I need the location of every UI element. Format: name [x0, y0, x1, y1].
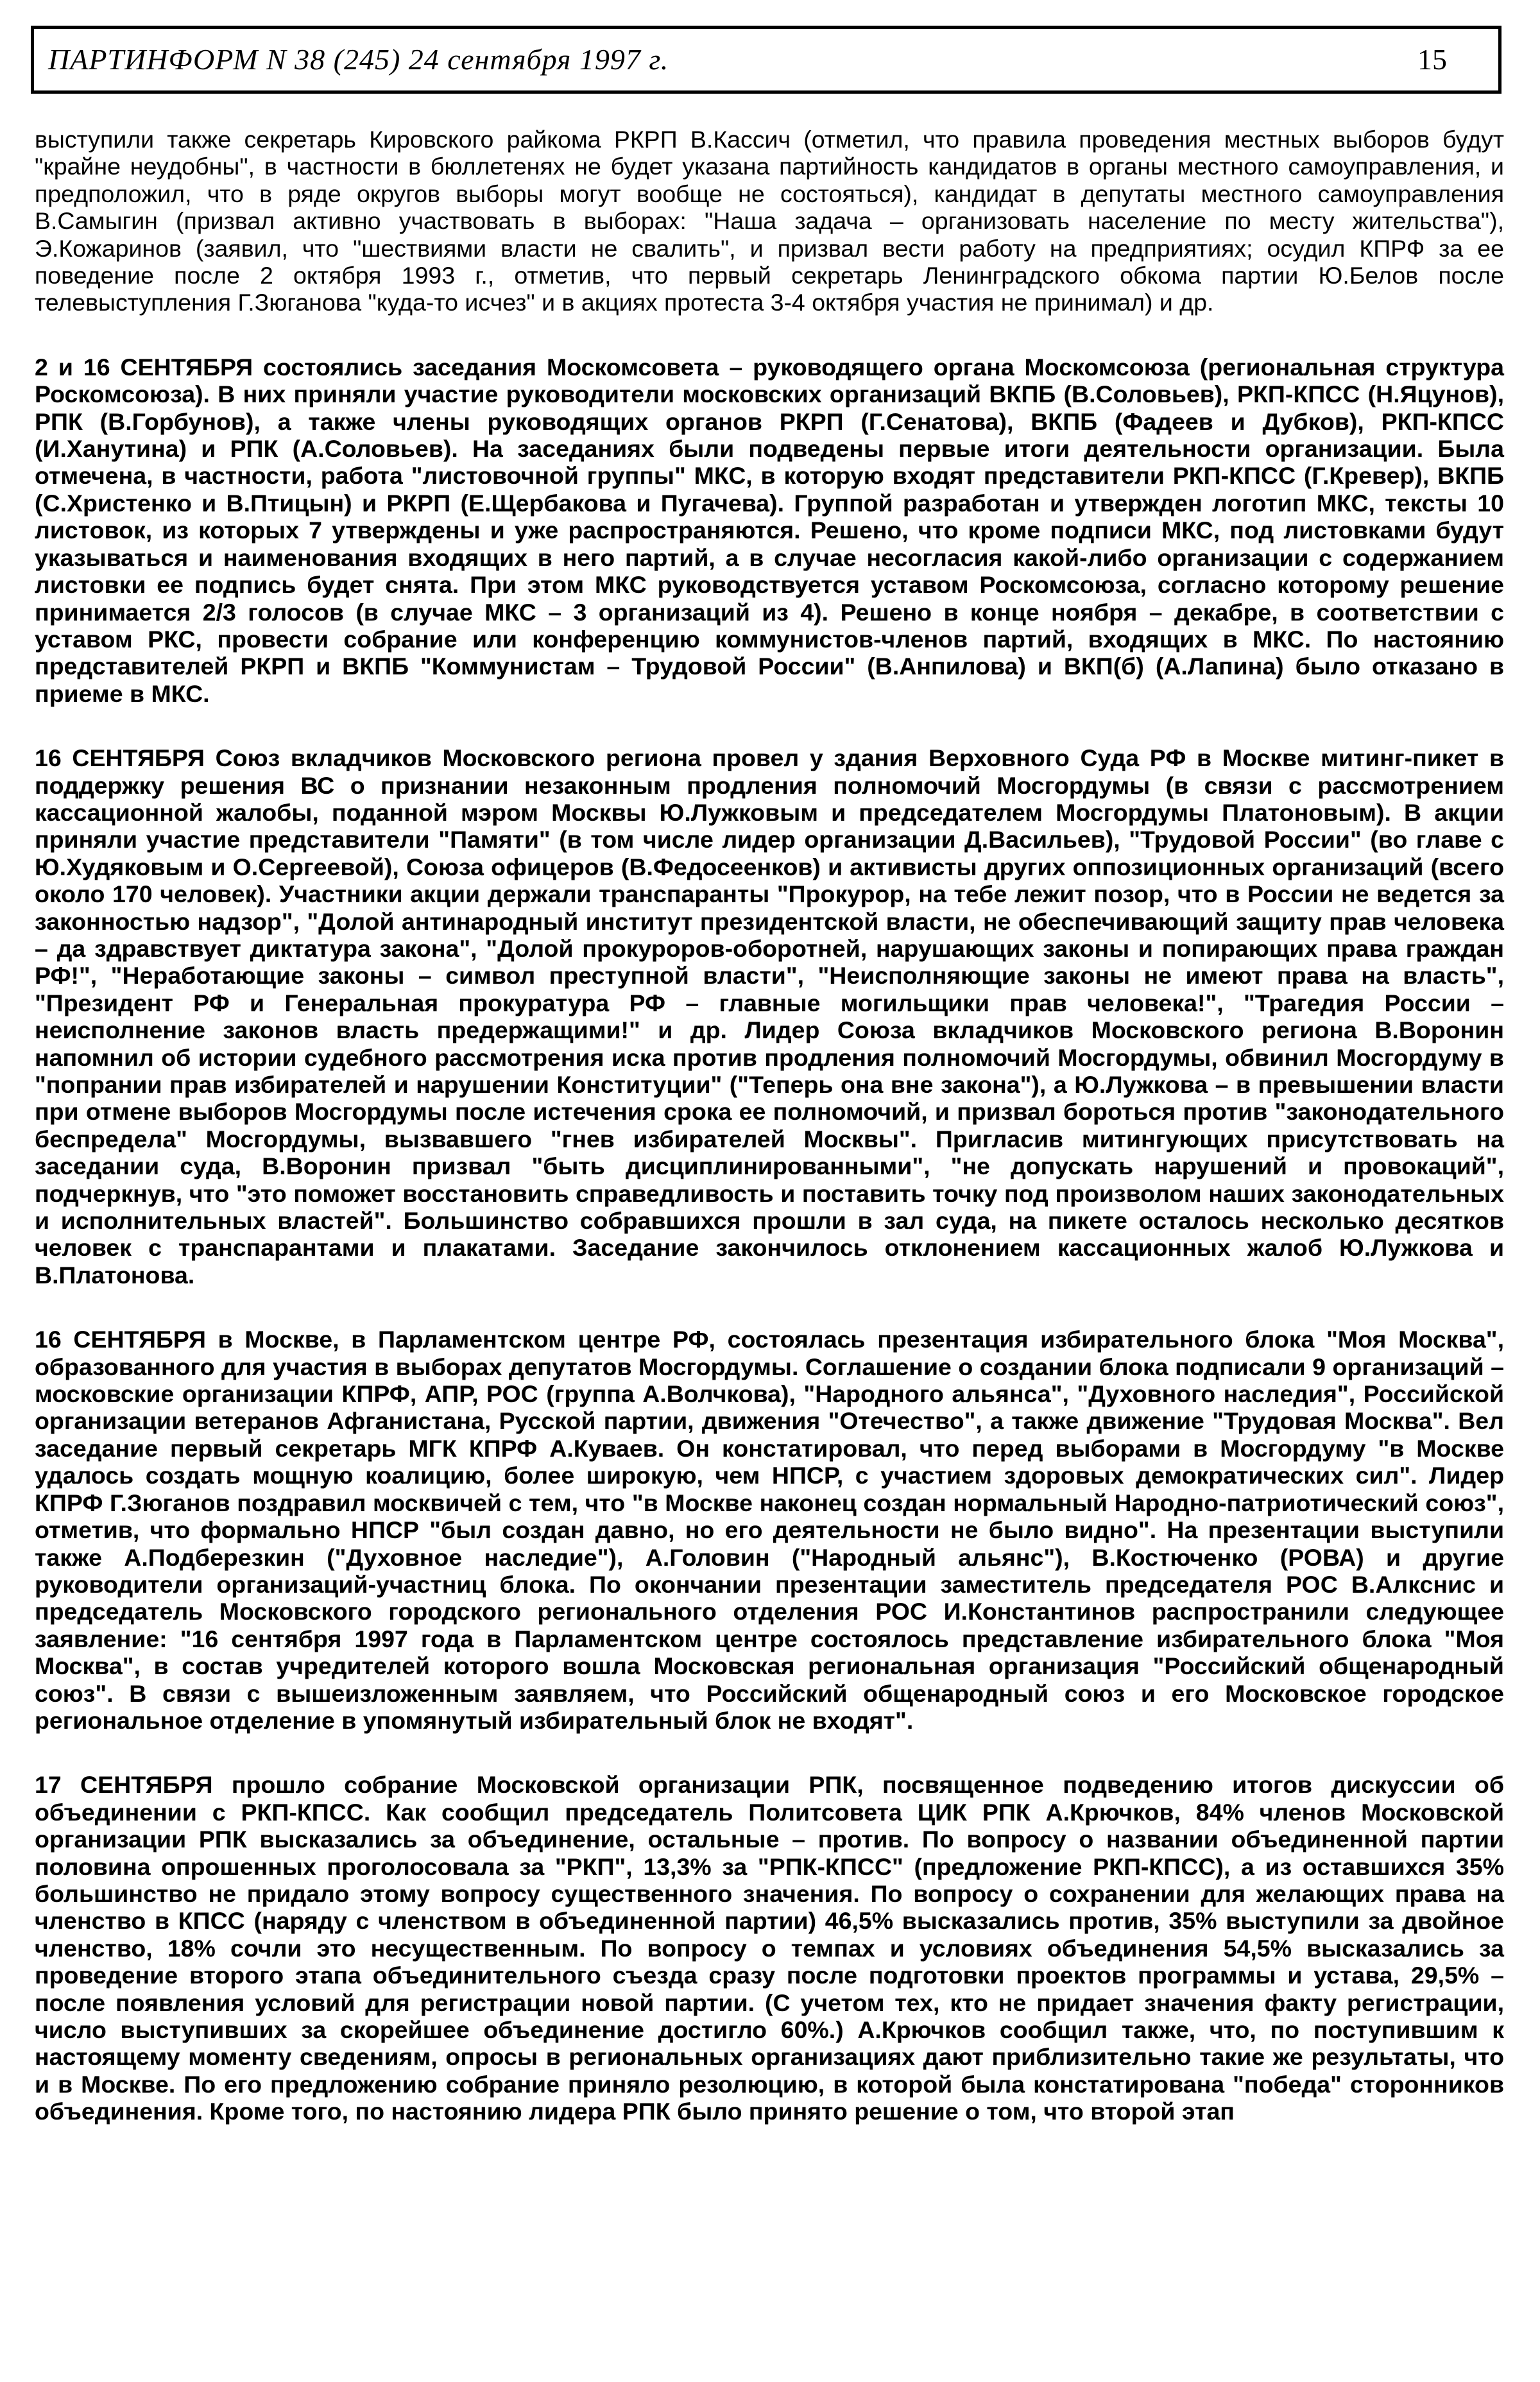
paragraph-my-moscow-bloc	[35, 1326, 1504, 1734]
paragraph-text: прошло собрание Московской организации РПК, посвященное подведению итогов дискуссии об объединении с РКП-КПСС. Как сообщил председатель Политсовета ЦИК РПК А.Крючков, 84% членов Московской организации РПК высказались за объединение, остальные – против. По вопросу о названии объединенной партии половина опрошенных проголосовала за "РКП", 13,3% за "РПК-КПСС" (предложение РКП-КПСС), а из оставшихся 35% большинство не придало этому вопросу существенного значения. По вопросу о сохранении для желающих права на членство в КПСС (наряду с членством в объединенной партии) 46,5% высказались против, 35% выступили за двойное членство, 18% сочли это несущественным. По вопросу о темпах и условиях объединения 54,5% высказались за проведение второго этапа объединительного съезда сразу после подготовки проектов программы и устава, 29,5% – после появления условий для регистрации новой партии. (С учетом тех, кто не придает значения факту регистрации, число выступивших за скорейшее объединение достигло 60%.) А.Крючков сообщил также, что, по поступившим к настоящему моменту сведениям, опросы в региональных организациях дают приблизительно такие же результаты, что и в Москве. По его предложению собрание приняло резолюцию, в которой была констатирована "победа" сторонников объединения. Кроме того, по настоянию лидера РПК было принято решение о том, что второй этап	[35, 1771, 1505, 2125]
article-body	[35, 126, 1504, 2125]
paragraph-date: 2 и 16 СЕНТЯБРЯ	[35, 353, 253, 381]
paragraph-date: 17 СЕНТЯБРЯ	[35, 1771, 213, 1799]
paragraph-date: 16 СЕНТЯБРЯ	[35, 744, 205, 772]
page-header	[31, 26, 1502, 94]
paragraph-rpk-meeting	[35, 1771, 1504, 2125]
paragraph-text: выступили также секретарь Кировского райкома РКРП В.Кассич (отметил, что правила проведения местных выборов будут "крайне неудобны", в частности в бюллетенях не будет указана партийность кандидатов в органы местного самоуправления, и предположил, что в ряде округов выборы могут вообще не состояться), кандидат в депутаты местного самоуправления В.Самыгин (призвал активно участвовать в выборах: "Наша задача – организовать население по месту жительства"), Э.Кожаринов (заявил, что "шествиями власти не свалить", и призвал вести работу на предприятиях; осудил КПРФ за ее поведение после 2 октября 1993 г., отметив, что первый секретарь Ленинградского обкома партии Ю.Белов после телевыступления Г.Зюганова "куда-то исчез" и в акциях протеста 3-4 октября участия не принимал) и др.	[35, 126, 1504, 316]
page-number: 15	[1417, 43, 1447, 76]
paragraph-intro	[35, 126, 1504, 316]
paragraph-depositors-rally	[35, 744, 1504, 1289]
paragraph-moskomsovet	[35, 354, 1504, 707]
paragraph-text: состоялись заседания Москомсовета – руководящего органа Москомсоюза (региональная структура Роскомсоюза). В них приняли участие руководители московских организаций ВКПБ (В.Соловьев), РКП-КПСС (Н.Яцунов), РПК (В.Горбунов), а также члены руководящих органов РКРП (Г.Сенатова), ВКПБ (Фадеев и Дубков), РКП-КПСС (И.Ханутина) и РПК (А.Соловьев). На заседаниях были подведены первые итоги деятельности организации. Была отмечена, в частности, работа "листовочной группы" МКС, в которую входят представители РКП-КПСС (Г.Кревер), ВКПБ (С.Христенко и В.Птицын) и РКРП (Е.Щербакова и Пугачева). Группой разработан и утвержден логотип МКС, тексты 10 листовок, из которых 7 утверждены и уже распространяются. Решено, что кроме подписи МКС, под листовками будут указываться и наименования входящих в него партий, а в случае несогласия какой-либо организации с содержанием листовки ее подпись будет снята. При этом МКС руководствуется уставом Роскомсоюза, согласно которому решение принимается 2/3 голосов (в случае МКС – 3 организаций из 4). Решено в конце ноября – декабре, в соответствии с уставом РКС, провести собрание или конференцию коммунистов-членов партий, входящих в МКС. По настоянию представителей РКРП и ВКПБ "Коммунистам – Трудовой России" (В.Анпилова) и ВКП(б) (А.Лапина) было отказано в приеме в МКС.	[35, 353, 1505, 707]
publication-title: ПАРТИНФОРМ N 38 (245) 24 сентября 1997 г.	[48, 43, 669, 76]
paragraph-text: Союз вкладчиков Московского региона провел у здания Верховного Суда РФ в Москве митинг-пикет в поддержку решения ВС о признании незаконным продления полномочий Мосгордумы (в связи с рассмотрением кассационной жалобы, поданной мэром Москвы Ю.Лужковым и председателем Мосгордумы Платоновым). В акции приняли участие представители "Памяти" (в том числе лидер организации Д.Васильев), "Трудовой России" (во главе с Ю.Худяковым и О.Сергеевой), Союза офицеров (В.Федосеенков) и активисты других оппозиционных организаций (всего около 170 человек). Участники акции держали транспаранты "Прокурор, на тебе лежит позор, что в России не ведется за законностью надзор", "Долой антинародный институт президентской власти, не обеспечивающий защиту прав человека – да здравствует диктатура закона", "Долой прокуроров-оборотней, нарушающих законы и попирающих права граждан РФ!", "Неработающие законы – символ преступной власти", "Неисполняющие законы не имеют права на власть", "Президент РФ и Генеральная прокуратура РФ – главные могильщики прав человека!", "Трагедия России – неисполнение законов власть предержащими!" и др. Лидер Союза вкладчиков Московского региона В.Воронин напомнил об истории судебного рассмотрения иска против продления полномочий Мосгордумы, обвинил Мосгордуму в "попрании прав избирателей и нарушении Конституции" ("Теперь она вне закона"), а Ю.Лужкова – в превышении власти при отмене выборов Мосгордумы после истечения срока ее полномочий, и призвал бороться против "законодательного беспредела" Мосгордумы, вызвавшего "гнев избирателей Москвы". Пригласив митингующих присутствовать на заседании суда, В.Воронин призвал "быть дисциплинированными", "не допускать нарушений и провокаций", подчеркнув, что "это поможет восстановить справедливость и поставить точку под произволом наших законодательных и исполнительных властей". Большинство собравшихся прошли в зал суда, на пикете осталось несколько десятков человек с транспарантами и плакатами. Заседание закончилось отклонением кассационных жалоб Ю.Лужкова и В.Платонова.	[35, 744, 1504, 1289]
paragraph-date: 16 СЕНТЯБРЯ	[35, 1326, 206, 1353]
paragraph-text: в Москве, в Парламентском центре РФ, состоялась презентация избирательного блока "Моя Москва", образованного для участия в выборах депутатов Мосгордумы. Соглашение о создании блока подписали 9 организаций – московские организации КПРФ, АПР, РОС (группа А.Волчкова), "Народного альянса", "Духовного наследия", Российской организации ветеранов Афганистана, Русской партии, движения "Отечество", а также движение "Трудовая Москва". Вел заседание первый секретарь МГК КПРФ А.Куваев. Он констатировал, что перед выборами в Мосгордуму "в Москве удалось создать мощную коалицию, более широкую, чем НПСР, с участием здоровых демократических сил". Лидер КПРФ Г.Зюганов поздравил москвичей с тем, что "в Москве наконец создан нормальный Народно-патриотический союз", отметив, что формально НПСР "был создан давно, но его деятельности не было видно". На презентации выступили также А.Подберезкин ("Духовное наследие"), А.Головин ("Народный альянс"), В.Костюченко (РОВА) и другие руководители организаций-участниц блока. По окончании презентации заместитель председателя РОС В.Алкснис и председатель Московского городского регионального отделения РОС И.Константинов распространили следующее заявление: "16 сентября 1997 года в Парламентском центре состоялось представление избирательного блока "Моя Москва", в состав учредителей которого вошла Московская региональная организация "Российский общенародный союз". В связи с вышеизложенным заявляем, что Российский общенародный союз и его Московское городское региональное отделение в упомянутый избирательный блок не входят".	[35, 1326, 1505, 1734]
